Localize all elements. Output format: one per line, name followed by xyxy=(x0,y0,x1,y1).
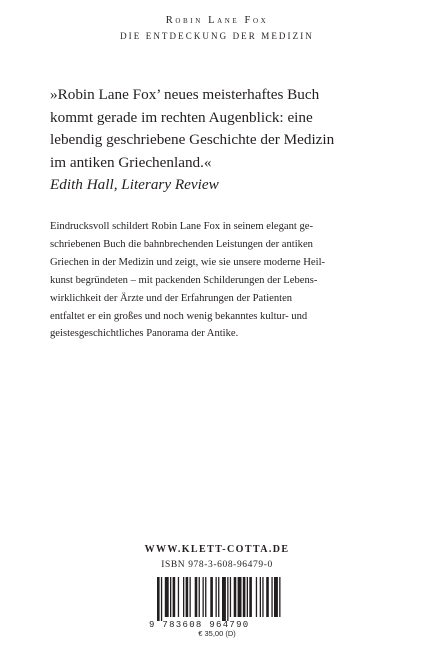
description-line: kunst begründeten – mit packenden Schilderungen der Lebens- xyxy=(50,274,318,286)
description-line: schriebenen Buch die bahnbrechenden Leistungen der antiken xyxy=(50,238,313,250)
barcode xyxy=(143,575,291,630)
quote-line: »Robin Lane Fox’ neues meisterhaftes Buch xyxy=(50,86,320,103)
barcode-bar xyxy=(157,577,160,621)
barcode-bar xyxy=(262,577,263,617)
quote-attribution: Edith Hall, Literary Review xyxy=(50,176,219,193)
barcode-bar xyxy=(243,577,246,617)
book-description xyxy=(50,218,390,343)
quote-line: im antiken Griechenland.« xyxy=(50,153,212,171)
barcode-bar xyxy=(260,577,261,617)
barcode-bar xyxy=(205,577,206,617)
quote-line: lebendig geschriebene Geschichte der Medizin xyxy=(50,131,335,148)
barcode-bar xyxy=(190,577,191,617)
barcode-bar xyxy=(256,577,257,617)
barcode-bar xyxy=(203,577,204,617)
quote-line: kommt gerade im rechten Augenblick: eine xyxy=(50,108,313,126)
barcode-bar xyxy=(234,577,237,617)
barcode-bar xyxy=(173,577,176,617)
barcode-bar xyxy=(186,577,189,617)
description-line: geistesgeschichtliches Panorama der Antike. xyxy=(50,328,239,340)
barcode-bar xyxy=(183,577,184,617)
barcode-bar xyxy=(238,577,242,617)
cover-header xyxy=(0,14,434,42)
barcode-bar xyxy=(199,577,200,617)
barcode-bar xyxy=(161,577,162,621)
description-line: wirklichkeit der Ärzte und der Erfahrungen der Patienten xyxy=(50,292,293,304)
barcode-bar xyxy=(227,577,228,621)
publisher-footer xyxy=(0,543,434,572)
barcode-bar xyxy=(230,577,231,617)
barcode-digits: 9 783608 964790 xyxy=(149,620,250,630)
book-title: DIE ENTDECKUNG DER MEDIZIN xyxy=(120,31,314,41)
barcode-bar xyxy=(274,577,278,617)
barcode-bar xyxy=(222,577,226,621)
barcode-bar xyxy=(178,577,179,617)
publisher-website: WWW.KLETT-COTTA.DE xyxy=(144,544,290,555)
barcode-bar xyxy=(165,577,169,617)
description-line: Griechen in der Medizin und zeigt, wie sie unsere moderne Heil- xyxy=(50,256,326,268)
barcode-bar xyxy=(170,577,171,617)
description-line: Eindrucksvoll schildert Robin Lane Fox in seinem elegant ge- xyxy=(50,221,314,232)
barcode-bar xyxy=(195,577,198,617)
barcode-bar xyxy=(210,577,213,617)
barcode-bar xyxy=(271,577,272,617)
price-label: € 35,00 (D) xyxy=(198,629,236,638)
barcode-bar xyxy=(247,577,248,617)
review-quote xyxy=(50,84,410,197)
barcode-bar xyxy=(218,577,219,617)
barcode-bar xyxy=(266,577,269,617)
barcode-bars xyxy=(143,575,291,621)
author-name: Robin Lane Fox xyxy=(165,15,269,26)
isbn-number: ISBN 978-3-608-96479-0 xyxy=(161,560,273,570)
barcode-bar xyxy=(279,577,280,617)
description-line: entfaltet er ein großes und noch wenig bekanntes kultur- und xyxy=(50,310,308,322)
barcode-bar xyxy=(249,577,252,617)
barcode-bar xyxy=(216,577,217,617)
